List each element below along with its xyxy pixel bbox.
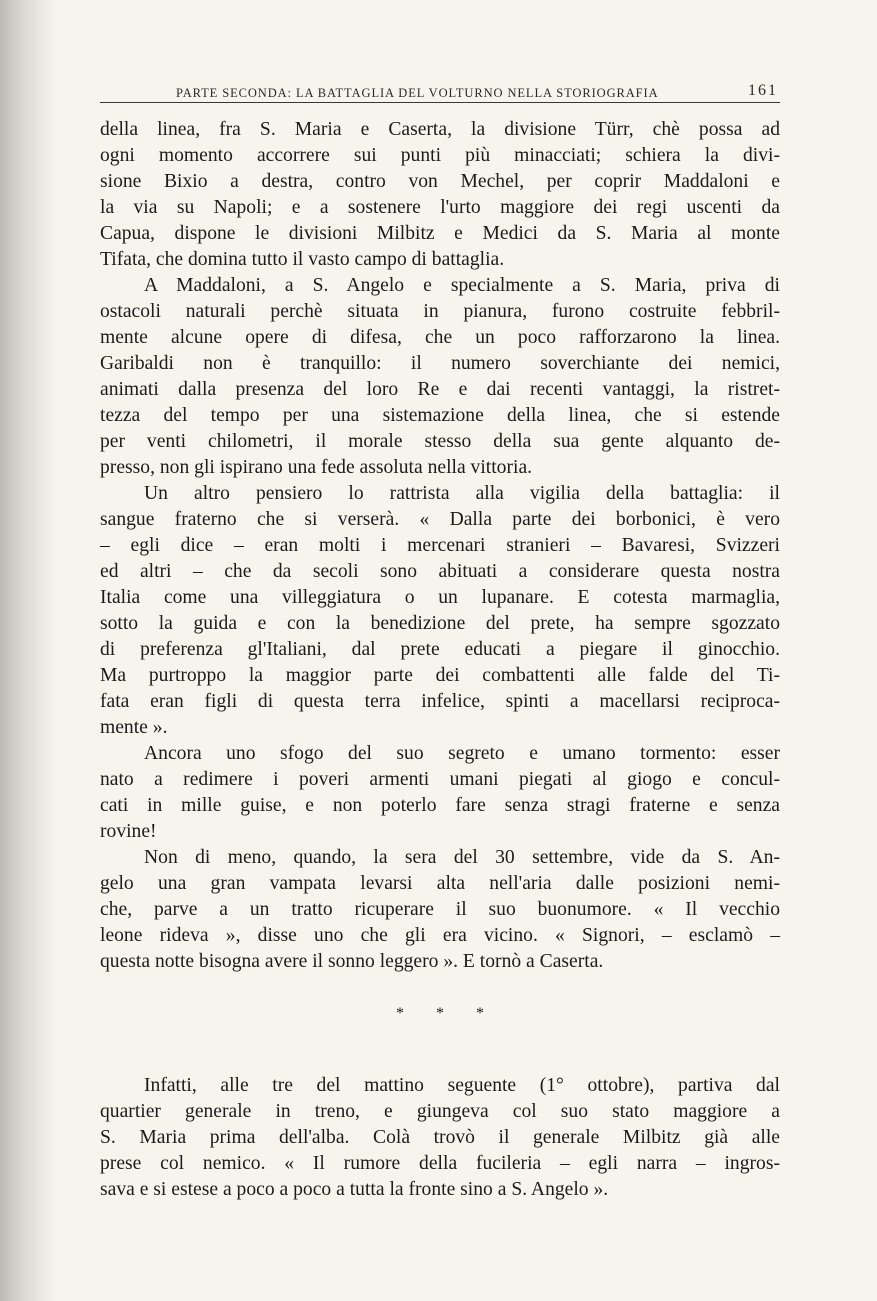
book-gutter-shadow: [0, 0, 58, 1301]
text-line: questa notte bisogna avere il sonno leggero ». E tornò a Caserta.: [100, 951, 604, 972]
text-line: rovine!: [100, 821, 157, 842]
text-line: Ancora uno sfogo del suo segreto e umano tormento: esser: [144, 743, 780, 764]
text-line: sotto la guida e con la benedizione del prete, ha sempre sgozzato: [100, 613, 780, 634]
book-page: [100, 78, 780, 1203]
section-separator: * * *: [396, 1005, 498, 1022]
paragraph: [100, 117, 780, 273]
text-line: Infatti, alle tre del mattino seguente (1° ottobre), partiva dal: [144, 1075, 780, 1096]
text-line: la via su Napoli; e a sostenere l'urto maggiore dei regi uscenti da: [100, 197, 780, 218]
text-line: Non di meno, quando, la sera del 30 settembre, vide da S. An-: [144, 847, 780, 868]
text-line: S. Maria prima dell'alba. Colà trovò il generale Milbitz già alle: [100, 1127, 780, 1148]
body-text: [100, 117, 780, 1203]
text-line: quartier generale in treno, e giungeva col suo stato maggiore a: [100, 1101, 780, 1122]
text-section-before-break: [100, 117, 780, 975]
text-section-after-break: [100, 1073, 780, 1203]
text-line: sangue fraterno che si verserà. « Dalla parte dei borbonici, è vero: [100, 509, 780, 530]
text-line: cati in mille guise, e non poterlo fare senza stragi fraterne e senza: [100, 795, 780, 816]
text-line: di preferenza gl'Italiani, dal prete educati a piegare il ginocchio.: [100, 639, 780, 660]
text-line: Ma purtroppo la maggior parte dei combattenti alle falde del Ti-: [100, 665, 780, 686]
text-line: Italia come una villeggiatura o un lupanare. E cotesta marmaglia,: [100, 587, 780, 608]
text-line: Tifata, che domina tutto il vasto campo di battaglia.: [100, 249, 505, 270]
text-line: ogni momento accorrere sui punti più minacciati; schiera la divi-: [100, 145, 780, 166]
text-line: mente alcune opere di difesa, che un poco rafforzarono la linea.: [100, 327, 780, 348]
paragraph: [100, 481, 780, 741]
text-line: nato a redimere i poveri armenti umani piegati al giogo e concul-: [100, 769, 780, 790]
text-line: tezza del tempo per una sistemazione della linea, che si estende: [100, 405, 780, 426]
text-line: che, parve a un tratto ricuperare il suo buonumore. « Il vecchio: [100, 899, 780, 920]
running-head-title: PARTE SECONDA: LA BATTAGLIA DEL VOLTURNO NELLA STORIOGRAFIA: [176, 86, 659, 100]
paragraph: [100, 1073, 780, 1203]
text-line: A Maddaloni, a S. Angelo e specialmente a S. Maria, priva di: [144, 275, 780, 296]
text-line: Capua, dispone le divisioni Milbitz e Medici da S. Maria al monte: [100, 223, 780, 244]
paragraph: [100, 273, 780, 481]
text-line: fata eran figli di questa terra infelice, spinti a macellarsi reciproca-: [100, 691, 780, 712]
paragraph: [100, 741, 780, 845]
text-line: ed altri – che da secoli sono abituati a considerare questa nostra: [100, 561, 780, 582]
text-line: mente ».: [100, 717, 168, 738]
paragraph: [100, 845, 780, 975]
page-number: 161: [748, 82, 778, 99]
text-line: gelo una gran vampata levarsi alta nell'aria dalle posizioni nemi-: [100, 873, 780, 894]
text-line: prese col nemico. « Il rumore della fucileria – egli narra – ingros-: [100, 1153, 780, 1174]
text-line: ostacoli naturali perchè situata in pianura, furono costruite febbril-: [100, 301, 780, 322]
text-line: della linea, fra S. Maria e Caserta, la divisione Türr, chè possa ad: [100, 119, 780, 140]
text-line: sava e si estese a poco a poco a tutta la fronte sino a S. Angelo ».: [100, 1179, 609, 1200]
text-line: Un altro pensiero lo rattrista alla vigilia della battaglia: il: [144, 483, 780, 504]
text-line: Garibaldi non è tranquillo: il numero soverchiante dei nemici,: [100, 353, 780, 374]
running-head: [100, 78, 780, 103]
text-line: leone rideva », disse uno che gli era vicino. « Signori, – esclamò –: [100, 925, 780, 946]
text-line: per venti chilometri, il morale stesso della sua gente alquanto de-: [100, 431, 780, 452]
text-line: – egli dice – eran molti i mercenari stranieri – Bavaresi, Svizzeri: [100, 535, 780, 556]
text-line: presso, non gli ispirano una fede assoluta nella vittoria.: [100, 457, 533, 478]
text-line: sione Bixio a destra, contro von Mechel, per coprir Maddaloni e: [100, 171, 780, 192]
text-line: animati dalla presenza del loro Re e dai recenti vantaggi, la ristret-: [100, 379, 780, 400]
